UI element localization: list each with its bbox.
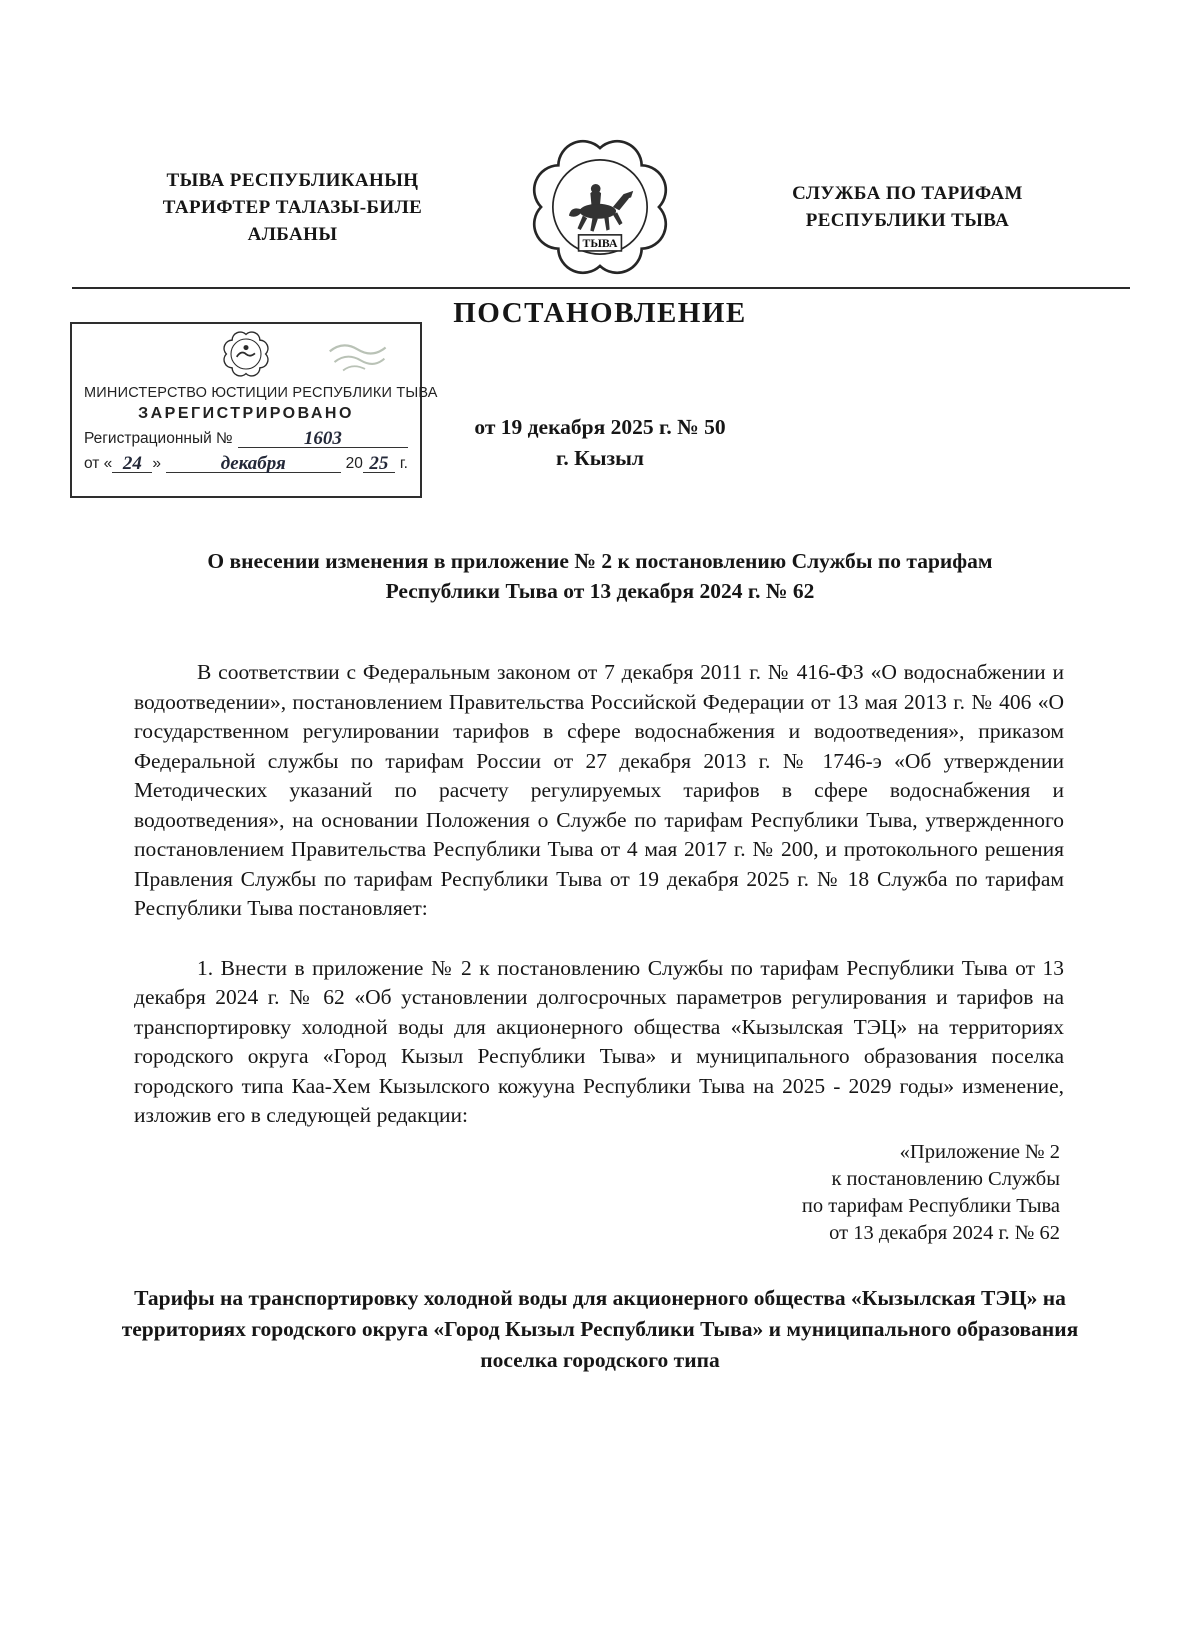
stamp-ink-artifact xyxy=(323,330,406,377)
document-title: ПОСТАНОВЛЕНИЕ xyxy=(453,297,747,329)
handwritten-month: декабря xyxy=(166,455,341,473)
stamp-date-prefix: от « xyxy=(84,455,113,472)
stamp-seal-icon xyxy=(221,329,271,379)
registration-number-label: Регистрационный № xyxy=(84,430,233,447)
org-name-russian xyxy=(685,180,1130,234)
registration-section xyxy=(0,330,1200,542)
issue-city: г. Кызыл xyxy=(556,446,644,470)
decree-item-1-paragraph: 1. Внести в приложение № 2 к постановлению Службы по тарифам Республики Тыва от 13 декабря 2024 г. № 62 «Об установлении долгосрочных параметров регулирования и тарифов на транспортировку холодной воды для акционерного общества «Кызылская ТЭЦ» на территориях городского округа «Город Кызыл Республики Тыва» и муниципального образования поселка городского типа Каа-Хем Кызылского кожууна Республики Тыва на 2025 - 2029 годы» изменение, изложив его в следующей редакции: xyxy=(134,955,1064,1127)
handwritten-day: 24 xyxy=(112,455,152,473)
registration-number-row xyxy=(84,430,408,448)
registration-number-value: 1603 xyxy=(238,430,408,448)
tariff-table-heading: Тарифы на транспортировку холодной воды для акционерного общества «Кызылская ТЭЦ» на территориях городского округа «Город Кызыл Республики Тыва» и муниципального образования поселка городского типа xyxy=(121,1285,1079,1372)
handwritten-year: 25 xyxy=(363,455,395,473)
appendix-reference-line: «Приложение № 2 xyxy=(899,1140,1060,1163)
org-name-line: ТАРИФТЕР ТАЛАЗЫ-БИЛЕ xyxy=(162,196,423,218)
stamp-year-prefix: 20 xyxy=(345,455,363,472)
subject-heading: О внесении изменения в приложение № 2 к постановлению Службы по тарифам Республики Тыва от 13 декабря 2024 г. № 62 xyxy=(207,549,993,603)
ministry-of-justice-line: МИНИСТЕРСТВО ЮСТИЦИИ РЕСПУБЛИКИ ТЫВА xyxy=(84,385,438,401)
registration-date-row xyxy=(84,455,408,473)
registered-label: ЗАРЕГИСТРИРОВАНО xyxy=(138,405,354,422)
appendix-reference-line: по тарифам Республики Тыва xyxy=(801,1194,1060,1217)
stamp-date-quote-close: » xyxy=(152,455,161,472)
decree-preamble-paragraph: В соответствии с Федеральным законом от 7 декабря 2011 г. № 416-ФЗ «О водоснабжении и водоотведении», постановлением Правительства Российской Федерации от 13 мая 2013 г. № 406 «О государственном регулировании тарифов в сфере водоснабжения и водоотведения», приказом Федеральной службы по тарифам России от 27 декабря 2013 г. № 1746-э «Об утверждении Методических указаний по расчету регулируемых тарифов в сфере водоснабжения и водоотведения», на основании Положения о Службе по тарифам Республики Тыва, утвержденного постановлением Правительства Республики Тыва от 4 мая 2017 г. № 200, и протокольного решения Правления Службы по тарифам Республики Тыва от 19 декабря 2025 г. № 18 Служба по тарифам Республики Тыва постановляет: xyxy=(134,660,1064,920)
org-name-line: ТЫВА РЕСПУБЛИКАНЫҢ xyxy=(166,169,419,191)
stamp-year-suffix: г. xyxy=(399,455,408,472)
org-name-line: РЕСПУБЛИКИ ТЫВА xyxy=(805,210,1010,231)
letterhead xyxy=(0,0,1200,282)
appendix-reference-line: от 13 декабря 2024 г. № 62 xyxy=(829,1221,1060,1244)
appendix-reference xyxy=(0,1139,1060,1247)
emblem-banner-label: ТЫВА xyxy=(582,237,618,251)
horse-rider-icon xyxy=(569,184,633,232)
tyva-coat-of-arms-icon xyxy=(525,132,675,282)
stamp-header xyxy=(84,329,408,383)
org-name-line: АЛБАНЫ xyxy=(247,223,338,245)
issue-date-line: от 19 декабря 2025 г. № 50 xyxy=(474,415,726,439)
justice-ministry-registration-stamp xyxy=(70,322,438,498)
header-divider xyxy=(72,287,1130,289)
appendix-reference-line: к постановлению Службы xyxy=(831,1167,1060,1190)
org-name-tuvan xyxy=(70,167,515,248)
emblem-container xyxy=(515,132,685,282)
org-name-line: СЛУЖБА ПО ТАРИФАМ xyxy=(792,183,1023,204)
